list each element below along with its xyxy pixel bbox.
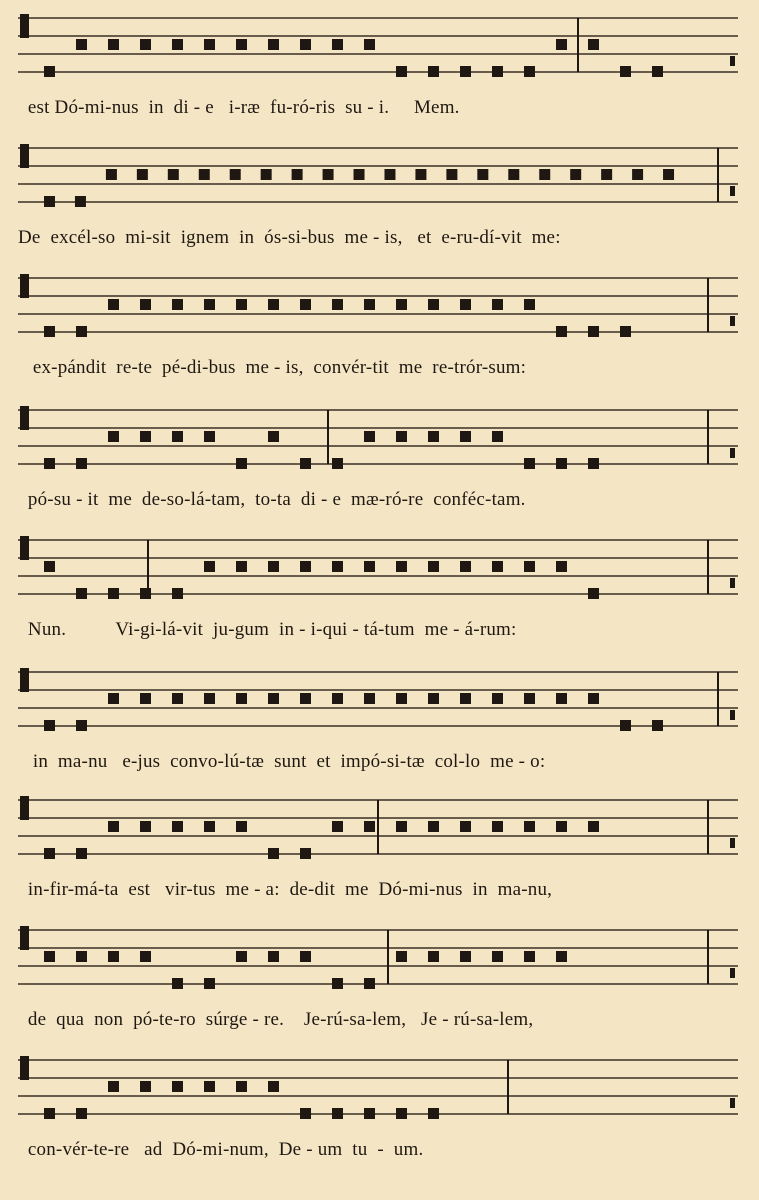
neume (230, 169, 241, 180)
neume (76, 720, 87, 731)
neume (140, 951, 151, 962)
neume (446, 169, 457, 180)
neume (108, 1081, 119, 1092)
staff-lines (18, 792, 738, 862)
neume (204, 299, 215, 310)
neume (44, 561, 55, 572)
neume (428, 821, 439, 832)
staff-lines (18, 922, 738, 992)
neume (268, 431, 279, 442)
neume (663, 169, 674, 180)
staff (18, 270, 738, 340)
neume (108, 39, 119, 50)
chant-line (0, 140, 759, 270)
neume (261, 169, 272, 180)
neume (204, 561, 215, 572)
neume (524, 693, 535, 704)
neume (268, 299, 279, 310)
neume (204, 1081, 215, 1092)
neume (460, 299, 471, 310)
neume (415, 169, 426, 180)
neume (588, 326, 599, 337)
neume (106, 169, 117, 180)
staff-lines (18, 1052, 738, 1122)
neume (492, 821, 503, 832)
neume (204, 431, 215, 442)
neume (364, 821, 375, 832)
neume (588, 693, 599, 704)
neume (364, 693, 375, 704)
c-clef-icon (20, 406, 29, 430)
chant-line (0, 402, 759, 532)
neume (524, 821, 535, 832)
c-clef-icon (20, 1056, 29, 1080)
neume (236, 458, 247, 469)
neume (323, 169, 334, 180)
custos-icon (730, 448, 735, 458)
neume (460, 951, 471, 962)
neume (428, 431, 439, 442)
neume (364, 561, 375, 572)
neume (300, 848, 311, 859)
custos-icon (730, 316, 735, 326)
neume (300, 561, 311, 572)
neume (76, 458, 87, 469)
neume (236, 693, 247, 704)
neume (236, 1081, 247, 1092)
lyric-line: de qua non pó-te-ro súrge - re. Je-rú-sa-lem, Je - rú-sa-lem, (18, 1009, 534, 1030)
neume (396, 431, 407, 442)
neume (364, 299, 375, 310)
neume (172, 1081, 183, 1092)
neume (556, 39, 567, 50)
staff-lines (18, 270, 738, 340)
chant-line (0, 1052, 759, 1182)
neume (268, 693, 279, 704)
staff (18, 402, 738, 472)
neume (76, 39, 87, 50)
chant-line (0, 664, 759, 794)
staff (18, 792, 738, 862)
c-clef-icon (20, 14, 29, 38)
neume (524, 561, 535, 572)
lyric-line: ex-pándit re-te pé-di-bus me - is, convér-tit me re-trór-sum: (18, 357, 527, 378)
neume (300, 693, 311, 704)
neume (492, 66, 503, 77)
neume (556, 951, 567, 962)
neume (236, 951, 247, 962)
neume (364, 431, 375, 442)
neume (172, 821, 183, 832)
neume (396, 951, 407, 962)
neume (396, 821, 407, 832)
neume (44, 1108, 55, 1119)
neume (268, 848, 279, 859)
neume (332, 978, 343, 989)
neume (428, 1108, 439, 1119)
neume (492, 299, 503, 310)
neume (396, 1108, 407, 1119)
neume (268, 951, 279, 962)
neume (652, 66, 663, 77)
neume (332, 458, 343, 469)
neume (364, 39, 375, 50)
c-clef-icon (20, 796, 29, 820)
neume (652, 720, 663, 731)
custos-icon (730, 186, 735, 196)
c-clef-icon (20, 926, 29, 950)
neume (140, 39, 151, 50)
neume (236, 821, 247, 832)
neume (460, 821, 471, 832)
staff-lines (18, 402, 738, 472)
neume (570, 169, 581, 180)
neume (539, 169, 550, 180)
neume (556, 326, 567, 337)
neume (332, 39, 343, 50)
neume (620, 66, 631, 77)
neume (396, 299, 407, 310)
neume (76, 588, 87, 599)
neume (44, 326, 55, 337)
lyric-line: in-fir-má-ta est vir-tus me - a: de-dit me Dó-mi-nus in ma-nu, (18, 879, 553, 900)
c-clef-icon (20, 536, 29, 560)
neume (44, 66, 55, 77)
neume (428, 693, 439, 704)
neume (108, 588, 119, 599)
neume (300, 1108, 311, 1119)
neume (300, 39, 311, 50)
lyric-line: con-vér-te-re ad Dó-mi-num, De - um tu - um. (18, 1139, 424, 1160)
neume (172, 693, 183, 704)
neume (396, 561, 407, 572)
neume (236, 561, 247, 572)
neume (601, 169, 612, 180)
staff-lines (18, 532, 738, 602)
neume (108, 431, 119, 442)
neume (44, 848, 55, 859)
neume (620, 326, 631, 337)
c-clef-icon (20, 144, 29, 168)
neume (204, 821, 215, 832)
neume (236, 299, 247, 310)
c-clef-icon (20, 274, 29, 298)
neume (76, 326, 87, 337)
chant-line (0, 922, 759, 1052)
custos-icon (730, 710, 735, 720)
neume (460, 693, 471, 704)
neume (268, 561, 279, 572)
neume (428, 951, 439, 962)
neume (172, 39, 183, 50)
neume (268, 39, 279, 50)
neume (364, 978, 375, 989)
neume (632, 169, 643, 180)
neume (332, 693, 343, 704)
chant-line (0, 792, 759, 922)
neume (108, 693, 119, 704)
neume (168, 169, 179, 180)
chant-line (0, 270, 759, 400)
neume (332, 1108, 343, 1119)
neume (140, 693, 151, 704)
neume (140, 431, 151, 442)
staff (18, 532, 738, 602)
staff-lines (18, 10, 738, 80)
neume (140, 821, 151, 832)
neume (477, 169, 488, 180)
neume (108, 821, 119, 832)
neume (292, 169, 303, 180)
neume (588, 39, 599, 50)
custos-icon (730, 968, 735, 978)
neume (332, 299, 343, 310)
neume (396, 693, 407, 704)
neume (492, 951, 503, 962)
neume (268, 1081, 279, 1092)
neume (492, 561, 503, 572)
neume (332, 561, 343, 572)
neume (492, 431, 503, 442)
neume (44, 458, 55, 469)
neume (524, 951, 535, 962)
neume (460, 66, 471, 77)
staff (18, 140, 738, 210)
chant-line (0, 10, 759, 140)
custos-icon (730, 838, 735, 848)
staff (18, 10, 738, 80)
neume (44, 951, 55, 962)
lyric-line: pó-su - it me de-so-lá-tam, to-ta di - e mæ-ró-re conféc-tam. (18, 489, 526, 510)
custos-icon (730, 56, 735, 66)
neume (108, 299, 119, 310)
neume (524, 458, 535, 469)
neume (140, 588, 151, 599)
neume (204, 693, 215, 704)
neume (108, 951, 119, 962)
neume (460, 431, 471, 442)
neume (204, 39, 215, 50)
neume (364, 1108, 375, 1119)
staff-lines (18, 140, 738, 210)
neume (76, 951, 87, 962)
custos-icon (730, 578, 735, 588)
staff (18, 922, 738, 992)
neume (76, 1108, 87, 1119)
lyric-line: De excél-so mi-sit ignem in ós-si-bus me - is, et e-ru-dí-vit me: (18, 227, 561, 248)
neume (172, 431, 183, 442)
neume (428, 561, 439, 572)
neume (384, 169, 395, 180)
staff-lines (18, 664, 738, 734)
neume (556, 458, 567, 469)
lyric-line: Nun. Vi-gi-lá-vit ju-gum in - i-qui - tá-tum me - á-rum: (18, 619, 517, 640)
neume (300, 951, 311, 962)
neume (76, 848, 87, 859)
neume (199, 169, 210, 180)
neume (300, 299, 311, 310)
neume (460, 561, 471, 572)
neume (172, 978, 183, 989)
neume (75, 196, 86, 207)
neume (588, 458, 599, 469)
neume (137, 169, 148, 180)
lyric-line: in ma-nu e-jus convo-lú-tæ sunt et impó-si-tæ col-lo me - o: (18, 751, 546, 772)
custos-icon (730, 1098, 735, 1108)
neume (354, 169, 365, 180)
neume (332, 821, 343, 832)
neume (300, 458, 311, 469)
staff (18, 664, 738, 734)
neume (140, 1081, 151, 1092)
neume (428, 66, 439, 77)
neume (524, 299, 535, 310)
neume (428, 299, 439, 310)
neume (588, 821, 599, 832)
neume (620, 720, 631, 731)
neume (556, 821, 567, 832)
neume (44, 720, 55, 731)
lyric-line: est Dó-mi-nus in di - e i-ræ fu-ró-ris su - i. Mem. (18, 97, 460, 118)
neume (172, 588, 183, 599)
neume (508, 169, 519, 180)
neume (556, 561, 567, 572)
neume (140, 299, 151, 310)
c-clef-icon (20, 668, 29, 692)
neume (44, 196, 55, 207)
neume (204, 978, 215, 989)
neume (396, 66, 407, 77)
staff (18, 1052, 738, 1122)
chant-line (0, 532, 759, 662)
neume (524, 66, 535, 77)
neume (492, 693, 503, 704)
neume (236, 39, 247, 50)
neume (172, 299, 183, 310)
neume (556, 693, 567, 704)
neume (588, 588, 599, 599)
